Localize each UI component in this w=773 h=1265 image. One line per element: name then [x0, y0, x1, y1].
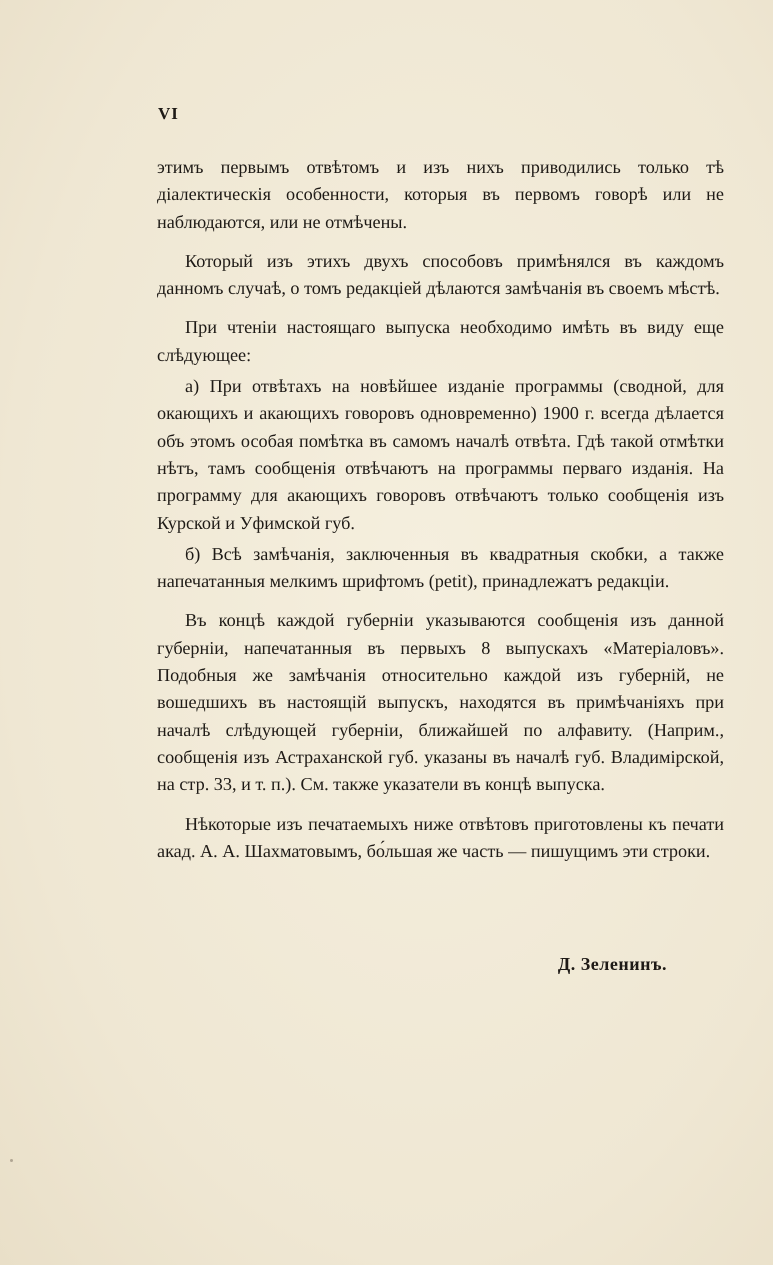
paragraph: Въ концѣ каждой губерніи указываются сообщенія изъ данной губерніи, напечатанныя въ первыхъ 8 выпускахъ «Матеріаловъ». Подобныя же замѣчанія относительно каждой изъ губерній, не вошедшихъ въ настоящій выпускъ, находятся въ примѣчаніяхъ при началѣ слѣдующей губерніи, ближайшей по алфавиту. (Наприм., сообщенія изъ Астраханской губ. указаны въ началѣ губ. Владимірской, на стр. 33, и т. п.). См. также указатели въ концѣ выпуска.	[157, 610, 724, 795]
paragraph: Нѣкоторые изъ печатаемыхъ ниже отвѣтовъ приготовлены къ печати акад. А. А. Шахматовымъ, бо́льшая же часть — пишущимъ эти строки.	[157, 813, 724, 861]
paragraph: Который изъ этихъ двухъ способовъ примѣнялся въ каждомъ данномъ случаѣ, о томъ редакціей дѣлаются замѣчанія въ своемъ мѣстѣ.	[157, 250, 724, 299]
paragraph: При чтеніи настоящаго выпуска необходимо имѣть въ виду еще слѣдующее:	[157, 317, 724, 365]
body-text	[157, 154, 724, 877]
page-number: VI	[158, 104, 179, 123]
author-signature: Д. Зеленинъ.	[557, 954, 667, 974]
list-item-b: б) Всѣ замѣчанія, заключенныя въ квадратныя скобки, а также напечатанныя мелкимъ шрифтомъ (petit), принадлежатъ редакціи.	[157, 543, 724, 592]
paragraph: этимъ первымъ отвѣтомъ и изъ нихъ приводились только тѣ діалектическія особенности, которыя въ первомъ говорѣ или не наблюдаются, или не отмѣчены.	[157, 157, 724, 232]
paper-speck	[10, 1159, 13, 1162]
list-item-a: а) При отвѣтахъ на новѣйшее изданіе программы (сводной, для окающихъ и акающихъ говоровъ одновременно) 1900 г. всегда дѣлается объ этомъ особая помѣтка въ самомъ началѣ отвѣта. Гдѣ такой отмѣтки нѣтъ, тамъ сообщенія отвѣчаютъ на программы перваго изданія. На программу для акающихъ говоровъ отвѣчаютъ только сообщенія изъ Курской и Уфимской губ.	[157, 376, 724, 533]
